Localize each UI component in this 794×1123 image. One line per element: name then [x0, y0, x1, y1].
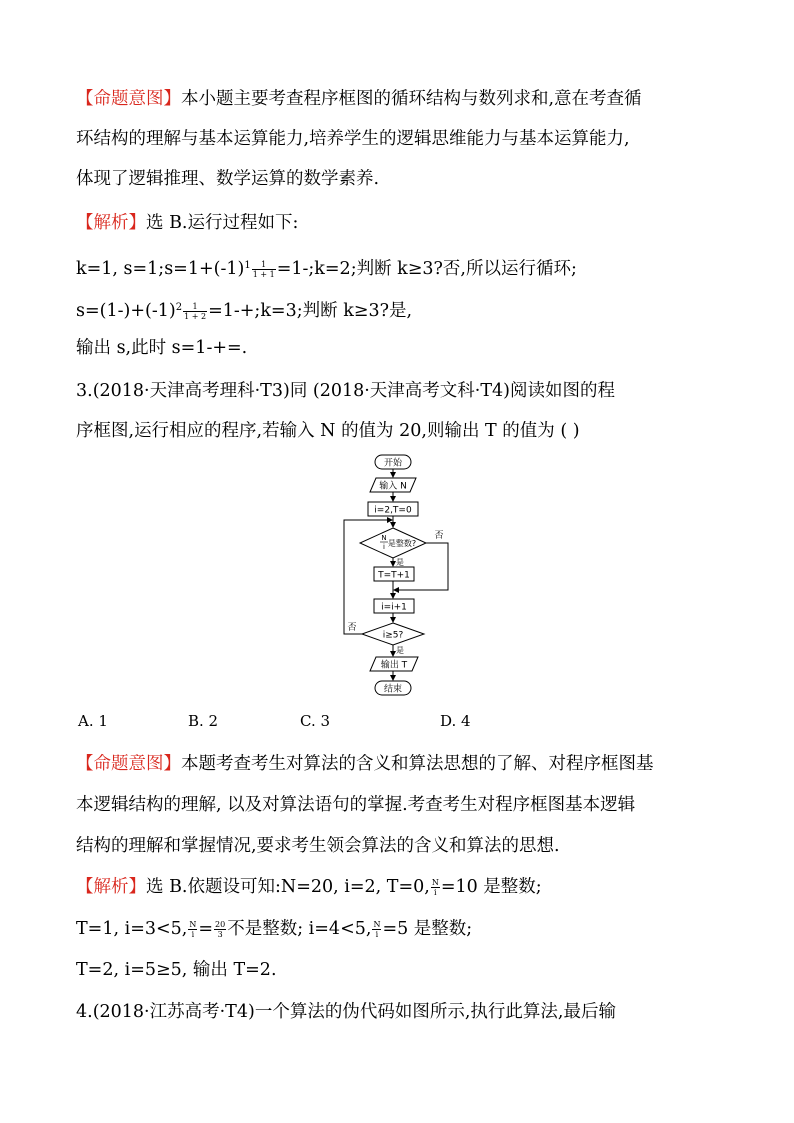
- intent-para-1-line-3: 体现了逻辑推理、数学运算的数学素养.: [76, 169, 380, 189]
- fraction-numerator: N: [189, 920, 197, 929]
- question-4-line-1: 4.(2018·江苏高考·T4)一个算法的伪代码如图所示,执行此算法,最后输: [76, 1002, 616, 1022]
- fraction-denominator: 1 + 1: [252, 270, 275, 279]
- fraction: [372, 920, 381, 939]
- fraction-denominator: i: [434, 888, 437, 897]
- start-label: 开始: [383, 458, 403, 469]
- solution-para-1-line-2: [76, 254, 736, 281]
- update-i-label: i=i+1: [381, 602, 407, 613]
- fraction-numerator: 1: [183, 302, 207, 312]
- fraction-denominator: 1 + 2: [184, 312, 207, 321]
- intent-text: 本小题主要考查程序框图的循环结构与数列求和,意在考查循: [181, 89, 642, 109]
- question-3-line-1: 3.(2018·天津高考理科·T3)同 (2018·天津高考文科·T4)阅读如图的程: [76, 381, 616, 401]
- cond1-yes-label: 是: [396, 558, 404, 567]
- exponent: 1: [244, 260, 251, 271]
- cond1-no-label: 否: [434, 531, 444, 541]
- cond1-denominator: i: [383, 543, 385, 551]
- solution-para-1-line-1: [76, 211, 736, 235]
- solution-para-1-line-4: 输出 s,此时 s=1-+=.: [76, 338, 248, 358]
- fraction-numerator: 20: [215, 920, 226, 929]
- equals-sign: =: [198, 919, 214, 939]
- fraction: [431, 878, 440, 897]
- cond1-label: 是整数?: [387, 539, 417, 548]
- fraction-denominator: i: [191, 930, 195, 939]
- output-label: 输出 T: [380, 660, 408, 671]
- solution-para-2-line-1: [76, 875, 736, 899]
- formula-part: T=1, i=3<5,: [76, 919, 188, 939]
- solution-para-1-line-3: [76, 296, 736, 323]
- intent-para-1-line-1: [76, 87, 736, 111]
- intent-para-2-line-2: 本逻辑结构的理解, 以及对算法语句的掌握.考查考生对程序框图基本逻辑: [76, 795, 636, 815]
- cond2-no-label: 否: [347, 623, 357, 633]
- fraction-denominator: 3: [217, 930, 223, 939]
- formula-part: 选 B.依题设可知:N=20, i=2, T=0,: [146, 877, 430, 897]
- exponent: 2: [175, 302, 183, 313]
- solution-para-2-line-2: [76, 917, 736, 941]
- fraction-numerator: N: [373, 920, 381, 929]
- formula-part: =10 是整数;: [440, 877, 542, 897]
- intent-tag: 【命题意图】: [76, 754, 181, 774]
- fraction: [252, 260, 276, 279]
- option-a: A. 1: [78, 712, 108, 730]
- question-3-line-2: 序框图,运行相应的程序,若输入 N 的值为 20,则输出 T 的值为 ( ): [76, 421, 580, 441]
- fraction: [183, 302, 207, 321]
- init-label: i=2,T=0: [374, 505, 412, 516]
- formula-part: =1-+;k=3;判断 k≥3?是,: [208, 301, 413, 321]
- fraction-numerator: 1: [252, 260, 276, 270]
- fraction: [214, 920, 226, 939]
- cond2-yes-label: 是: [396, 646, 404, 655]
- cond1-numerator: N: [381, 534, 387, 542]
- cond2-label: i≥5?: [382, 630, 404, 641]
- formula-part: =1-;k=2;判断 k≥3?否,所以运行循环;: [276, 259, 577, 279]
- option-b: B. 2: [188, 712, 219, 730]
- fraction-denominator: i: [375, 930, 379, 939]
- end-label: 结束: [383, 684, 403, 695]
- solution-tag: 【解析】: [76, 213, 146, 233]
- intent-para-2-line-1: [76, 752, 736, 776]
- option-d: D. 4: [440, 712, 471, 730]
- intent-para-1-line-2: 环结构的理解与基本运算能力,培养学生的逻辑思维能力与基本运算能力,: [76, 129, 630, 149]
- solution-tag: 【解析】: [76, 877, 146, 897]
- update-t-label: T=T+1: [378, 570, 410, 581]
- flowchart-diagram: [330, 450, 470, 700]
- fraction-numerator: N: [431, 878, 439, 887]
- solution-text: 选 B.运行过程如下:: [146, 213, 299, 233]
- fraction: [188, 920, 197, 939]
- option-c: C. 3: [300, 712, 331, 730]
- intent-para-2-line-3: 结构的理解和掌握情况,要求考生领会算法的含义和算法的思想.: [76, 836, 560, 856]
- formula-part: k=1, s=1;s=1+(-1): [76, 259, 245, 279]
- formula-part: =5 是整数;: [382, 919, 473, 939]
- formula-part: 不是整数; i=4<5,: [227, 919, 372, 939]
- formula-part: s=(1-)+(-1): [76, 301, 176, 321]
- solution-para-2-line-3: T=2, i=5≥5, 输出 T=2.: [76, 960, 277, 980]
- intent-tag: 【命题意图】: [76, 89, 181, 109]
- input-label: 输入 N: [379, 481, 407, 492]
- intent-text: 本题考查考生对算法的含义和算法思想的了解、对程序框图基: [181, 754, 654, 774]
